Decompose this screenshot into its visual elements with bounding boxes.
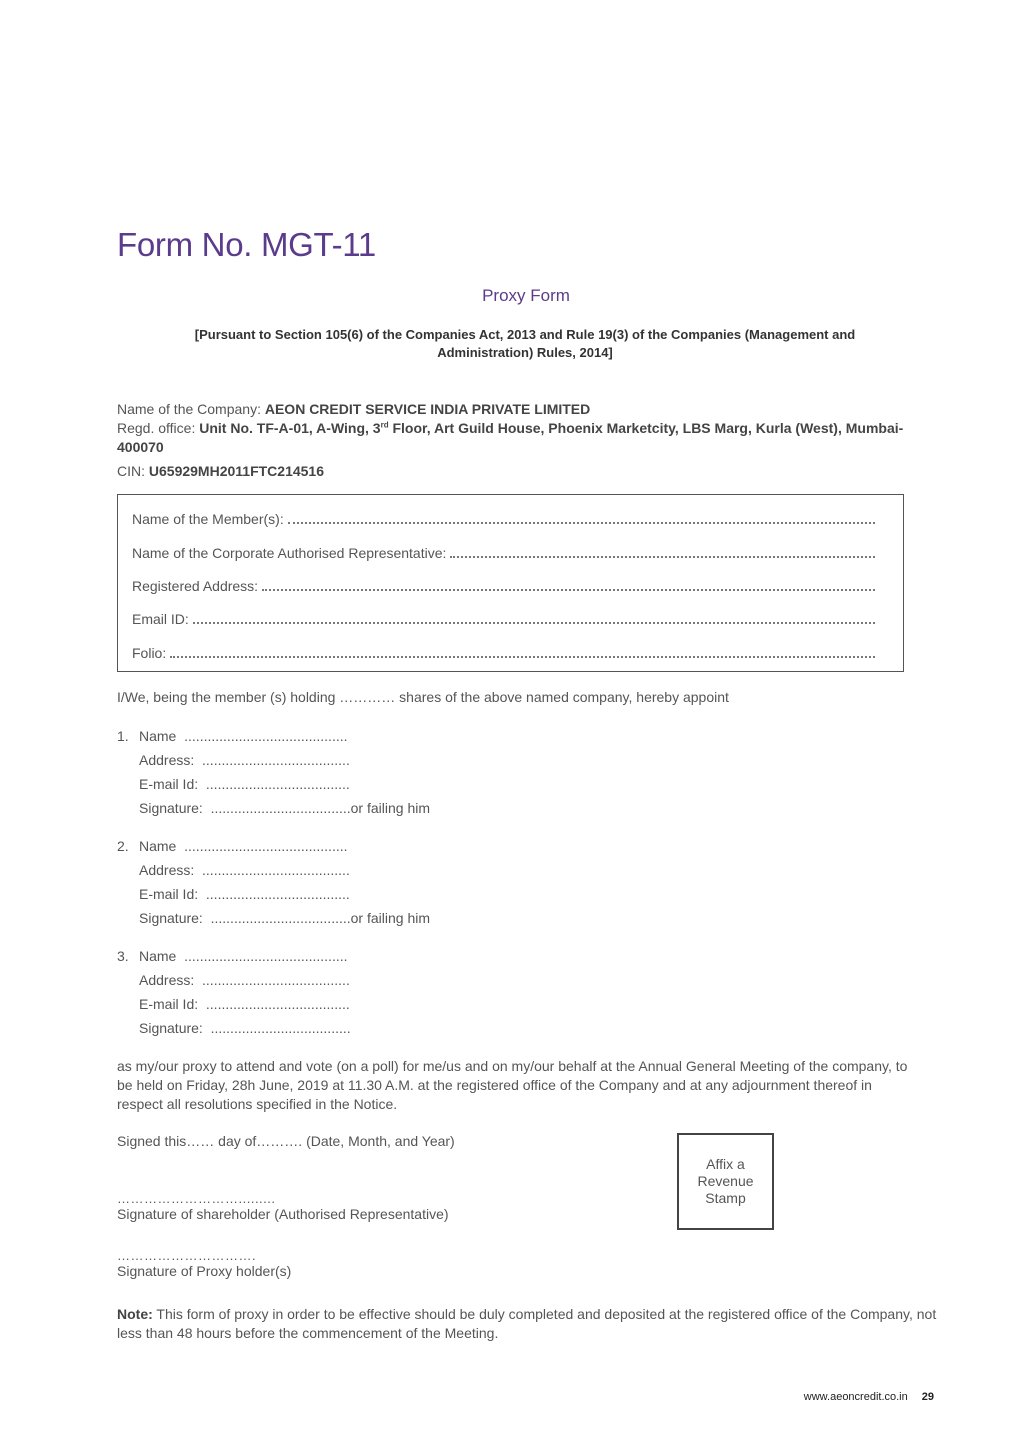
proxyholder-signature-label: Signature of Proxy holder(s) xyxy=(117,1263,292,1279)
proxy-name-line[interactable] xyxy=(139,728,348,748)
proxy-signature-dots: .................................... xyxy=(210,910,351,926)
proxy-name-label: Name xyxy=(139,728,177,744)
registered-address-field[interactable] xyxy=(132,575,875,595)
corporate-rep-dotted-line xyxy=(450,542,875,558)
folio-label: Folio: xyxy=(132,645,167,661)
revenue-stamp-box xyxy=(677,1133,774,1230)
stamp-line-1: Affix a xyxy=(706,1156,745,1172)
folio-field[interactable] xyxy=(132,642,875,662)
pursuant-note xyxy=(130,326,920,362)
proxyholder-signature-block[interactable] xyxy=(117,1248,291,1279)
registered-address-dotted-line xyxy=(262,575,875,591)
failing-him-text: or failing him xyxy=(350,910,431,926)
proxy-email-line[interactable] xyxy=(139,996,350,1016)
proxy-address-label: Address: xyxy=(139,862,195,878)
proxy-number: 3. xyxy=(117,948,129,964)
proxy-address-line[interactable] xyxy=(139,862,350,882)
page-footer xyxy=(804,1391,934,1403)
proxy-name-dots: .......................................... xyxy=(184,838,348,854)
signed-date-line[interactable]: Signed this…… day of………. (Date, Month, and Year) xyxy=(117,1133,455,1149)
proxy-signature-line[interactable] xyxy=(139,1020,351,1040)
email-label: Email ID: xyxy=(132,611,189,627)
note-text: This form of proxy in order to be effective should be duly completed and deposited at the registered office of the Company, not less than 48 hours before the commencement of the Meeting. xyxy=(117,1306,937,1341)
member-name-dotted-line xyxy=(288,508,875,524)
member-name-field[interactable] xyxy=(132,508,875,528)
proxy-address-dots: ...................................... xyxy=(202,752,350,768)
member-details-box xyxy=(117,494,904,672)
proxy-signature-label: Signature: xyxy=(139,910,203,926)
company-details xyxy=(117,400,947,481)
note-label: Note: xyxy=(117,1306,153,1322)
footer-url[interactable]: www.aeoncredit.co.in xyxy=(803,1391,908,1403)
registered-office-line xyxy=(117,419,947,457)
folio-dotted-line xyxy=(170,642,875,658)
proxy-signature-dots: .................................... xyxy=(210,800,351,816)
registered-address-label: Registered Address: xyxy=(132,578,259,594)
proxy-name-line[interactable] xyxy=(139,838,348,858)
proxy-name-line[interactable] xyxy=(139,948,348,968)
proxy-address-label: Address: xyxy=(139,752,195,768)
proxy-number: 2. xyxy=(117,838,129,854)
holding-statement: I/We, being the member (s) holding ………… shares of the above named company, hereby appoint xyxy=(117,689,729,705)
company-name-label: Name of the Company: xyxy=(117,401,265,417)
corporate-rep-field[interactable] xyxy=(132,542,875,562)
proxy-email-label: E-mail Id: xyxy=(139,776,199,792)
office-value-b: Floor, Art Guild House, Phoenix Marketcity, LBS Marg, Kurla (West), Mumbai- 400070 xyxy=(117,420,904,455)
proxy-signature-label: Signature: xyxy=(139,1020,203,1036)
proxy-signature-dots: .................................... xyxy=(210,1020,351,1036)
corporate-rep-label: Name of the Corporate Authorised Representative: xyxy=(132,545,447,561)
proxy-name-dots: .......................................... xyxy=(184,728,348,744)
proxy-name-dots: .......................................... xyxy=(184,948,348,964)
company-name-value: AEON CREDIT SERVICE INDIA PRIVATE LIMITED xyxy=(264,401,591,417)
cin-line xyxy=(117,462,947,481)
form-subtitle: Proxy Form xyxy=(482,286,570,305)
proxy-address-label: Address: xyxy=(139,972,195,988)
proxy-name-label: Name xyxy=(139,948,177,964)
stamp-line-3: Stamp xyxy=(705,1190,746,1206)
proxy-signature-label: Signature: xyxy=(139,800,203,816)
cin-value: U65929MH2011FTC214516 xyxy=(148,463,325,479)
proxy-email-label: E-mail Id: xyxy=(139,886,199,902)
shareholder-signature-label: Signature of shareholder (Authorised Representative) xyxy=(117,1206,449,1222)
proxy-email-dots: ..................................... xyxy=(205,886,350,902)
form-title: Form No. MGT-11 xyxy=(117,226,376,263)
pursuant-line-1: [Pursuant to Section 105(6) of the Companies Act, 2013 and Rule 19(3) of the Companies (Management and xyxy=(194,327,856,342)
proxy-email-label: E-mail Id: xyxy=(139,996,199,1012)
proxy-address-dots: ...................................... xyxy=(202,862,350,878)
office-value-sup: rd xyxy=(380,420,389,430)
note-paragraph xyxy=(117,1305,937,1343)
proxy-signature-line[interactable] xyxy=(139,910,430,930)
proxy-email-dots: ..................................... xyxy=(205,996,350,1012)
proxy-name-label: Name xyxy=(139,838,177,854)
shareholder-signature-dots: ………………………......... xyxy=(117,1191,276,1206)
failing-him-text: or failing him xyxy=(350,800,431,816)
proxy-number: 1. xyxy=(117,728,129,744)
page-number: 29 xyxy=(921,1391,934,1403)
proxy-address-line[interactable] xyxy=(139,972,350,992)
proxy-email-line[interactable] xyxy=(139,886,350,906)
member-name-label: Name of the Member(s): xyxy=(132,511,284,527)
proxy-email-line[interactable] xyxy=(139,776,350,796)
pursuant-line-2: Administration) Rules, 2014] xyxy=(437,345,613,360)
shareholder-signature-block[interactable] xyxy=(117,1191,449,1222)
proxy-address-line[interactable] xyxy=(139,752,350,772)
office-label: Regd. office: xyxy=(117,420,200,436)
office-value xyxy=(117,420,903,455)
proxy-signature-line[interactable] xyxy=(139,800,430,820)
proxyholder-signature-dots: …………………………. xyxy=(117,1248,257,1263)
proxy-address-dots: ...................................... xyxy=(202,972,350,988)
proxy-authorization-paragraph: as my/our proxy to attend and vote (on a poll) for me/us and on my/our behalf at the Annual General Meeting of the company, to be held on Friday, 28h June, 2019 at 11.30 A.M. at the registered office of the Company and at any adjournment thereof in respect all resolutions specified in the Notice. xyxy=(117,1058,908,1112)
company-name-line xyxy=(117,400,947,419)
proxy-email-dots: ..................................... xyxy=(205,776,350,792)
email-dotted-line xyxy=(193,608,875,624)
email-field[interactable] xyxy=(132,608,875,628)
stamp-line-2: Revenue xyxy=(697,1173,754,1189)
cin-label: CIN: xyxy=(117,463,149,479)
office-value-a: Unit No. TF-A-01, A-Wing, 3 xyxy=(199,420,381,436)
